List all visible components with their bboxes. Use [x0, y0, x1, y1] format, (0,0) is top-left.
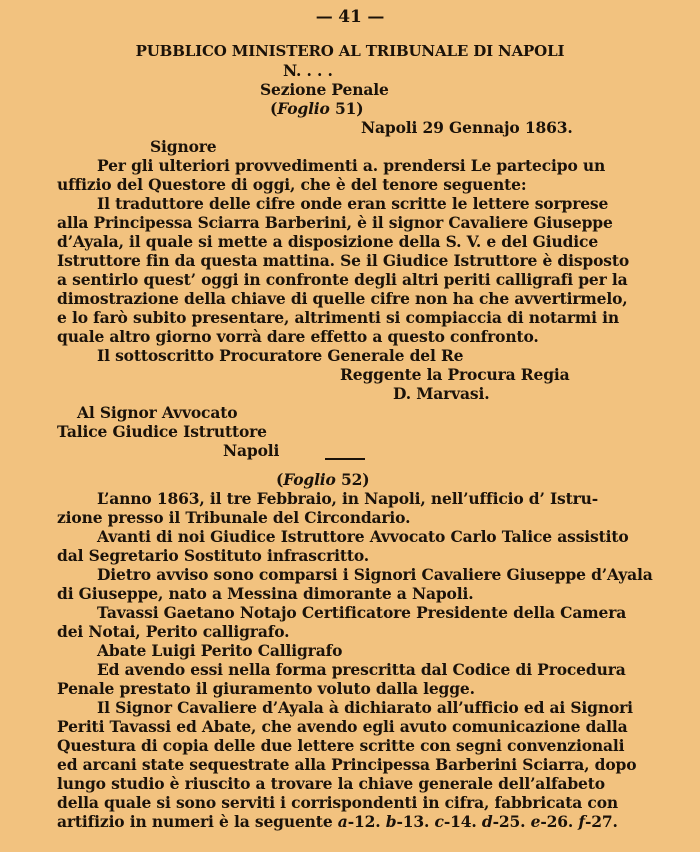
minutes-line: Penale prestato il giuramento voluto dalla legge. — [57, 679, 475, 698]
signature-line: Il sottoscritto Procuratore Generale del Re — [97, 346, 464, 365]
letter-line: uffizio del Questore di oggi, che è del tenore seguente: — [57, 175, 527, 194]
cipher-line: artifizio in numeri è la seguente a-12. b-13. c-14. d-25. e-26. f-27. — [57, 812, 618, 831]
minutes-line: L’anno 1863, il tre Febbraio, in Napoli, nell’ufficio d’ Istru- — [97, 489, 599, 508]
minutes-line: Abate Luigi Perito Calligrafo — [97, 641, 343, 660]
sheet-label-52: (Foglio 52) — [276, 470, 370, 489]
signature-name: D. Marvasi. — [393, 384, 490, 403]
letter-line: quale altro giorno vorrà dare effetto a questo confronto. — [57, 327, 539, 346]
minutes-line: Questura di copia delle due lettere scritte con segni convenzionali — [57, 736, 625, 755]
minutes-line: Ed avendo essi nella forma prescritta dal Codice di Procedura — [97, 660, 626, 679]
letter-line: Per gli ulteriori provvedimenti a. prendersi Le partecipo un — [97, 156, 606, 175]
letter-line: a sentirlo quest’ oggi in confronte degli altri periti calligrafi per la — [57, 270, 628, 289]
protocol-number: N. . . . — [283, 61, 333, 80]
minutes-line: ed arcani state sequestrate alla Principessa Barberini Sciarra, dopo — [57, 755, 637, 774]
minutes-line: della quale si sono serviti i corrispondenti in cifra, fabbricata con — [57, 793, 619, 812]
signature-title: Reggente la Procura Regia — [340, 365, 570, 384]
sheet-label-51: (Foglio 51) — [270, 99, 364, 118]
minutes-line: di Giuseppe, nato a Messina dimorante a Napoli. — [57, 584, 474, 603]
addressee-line: Talice Giudice Istruttore — [57, 422, 267, 441]
office-title: PUBBLICO MINISTERO AL TRIBUNALE DI NAPOLI — [135, 42, 565, 60]
minutes-line: Tavassi Gaetano Notajo Certificatore Presidente della Camera — [97, 603, 627, 622]
addressee-city: Napoli — [223, 441, 280, 460]
minutes-line: lungo studio è riuscito a trovare la chiave generale dell’alfabeto — [57, 774, 605, 793]
salutation: Signore — [150, 137, 217, 156]
letter-date: Napoli 29 Gennajo 1863. — [361, 118, 573, 137]
minutes-line: zione presso il Tribunale del Circondario. — [57, 508, 411, 527]
minutes-line: dei Notai, Perito calligrafo. — [57, 622, 290, 641]
minutes-line: Dietro avviso sono comparsi i Signori Cavaliere Giuseppe d’Ayala — [97, 565, 653, 584]
letter-line: Il traduttore delle cifre onde eran scritte le lettere sorprese — [97, 194, 609, 213]
letter-line: e lo farò subito presentare, altrimenti si compiaccia di notarmi in — [57, 308, 620, 327]
minutes-line: dal Segretario Sostituto infrascritto. — [57, 546, 370, 565]
letter-line: Istruttore fin da questa mattina. Se il Giudice Istruttore è disposto — [57, 251, 630, 270]
section-label: Sezione Penale — [260, 80, 389, 99]
letter-line: d’Ayala, il quale si mette a disposizione della S. V. e del Giudice — [57, 232, 599, 251]
minutes-line: Il Signor Cavaliere d’Ayala à dichiarato all’ufficio ed ai Signori — [97, 698, 633, 717]
page-number: — 41 — — [315, 7, 385, 27]
letter-line: dimostrazione della chiave di quelle cifre non ha che avvertirmelo, — [57, 289, 628, 308]
addressee-line: Al Signor Avvocato — [77, 403, 238, 422]
letter-line: alla Principessa Sciarra Barberini, è il signor Cavaliere Giuseppe — [57, 213, 613, 232]
section-divider — [325, 458, 365, 460]
minutes-line: Periti Tavassi ed Abate, che avendo egli avuto comunicazione dalla — [57, 717, 628, 736]
minutes-line: Avanti di noi Giudice Istruttore Avvocato Carlo Talice assistito — [97, 527, 629, 546]
